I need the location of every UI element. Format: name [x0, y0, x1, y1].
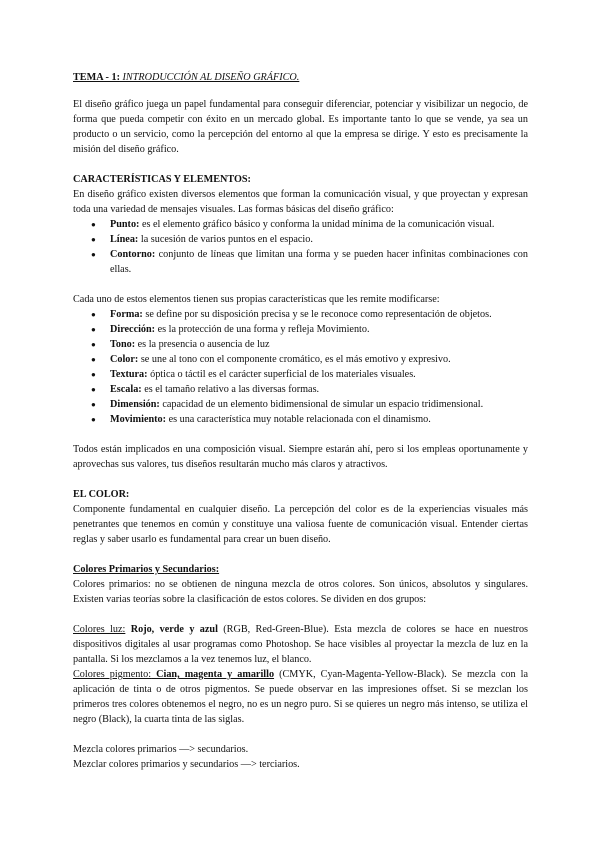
list-item-desc: la sucesión de varios puntos en el espacio.: [138, 234, 313, 245]
list-item-desc: es el tamaño relativo a las diversas formas.: [141, 384, 320, 395]
list-item-desc: se define por su disposición precisa y se le reconoce como representación de objetos.: [142, 309, 492, 320]
spacer: [73, 472, 528, 487]
list-item: [110, 217, 528, 232]
colores-luz-paragraph: [73, 622, 528, 667]
list-item: [110, 322, 528, 337]
mix-secondary-line: Mezcla colores primarios —> secundarios.: [73, 744, 249, 755]
list-item-term: Color:: [110, 354, 139, 365]
list-item-term: Escala:: [110, 384, 142, 395]
spacer: [73, 277, 528, 292]
list-item-term: Textura:: [110, 369, 148, 380]
spacer: [73, 157, 528, 172]
primary-secondary-text: Colores primarios: no se obtienen de ninguna mezcla de otros colores. Son únicos, absolutos y singulares. Existen varias teorías sobre la clasificación de estos colores. Se dividen en dos grupos:: [73, 579, 528, 605]
list-item-desc: conjunto de líneas que limitan una forma y se pueden hacer infinitas combinaciones con ellas.: [110, 249, 528, 275]
list-item: [110, 232, 528, 247]
list-item: [110, 307, 528, 322]
title-label: TEMA - 1:: [73, 72, 120, 83]
colores-pigmento-paragraph: [73, 667, 528, 727]
list-item: [110, 247, 528, 277]
list-item-term: Forma:: [110, 309, 143, 320]
colores-luz-label: Colores luz:: [73, 624, 126, 635]
spacer: [73, 727, 528, 742]
list-item-desc: es una característica muy notable relacionada con el dinamismo.: [166, 414, 431, 425]
primary-secondary-heading: Colores Primarios y Secundarios:: [73, 564, 220, 575]
colores-pigmento-bold: Cian, magenta y amarillo: [151, 669, 275, 680]
list-item-desc: óptica o táctil es el carácter superficial de los materiales visuales.: [147, 369, 416, 380]
intro-paragraph: El diseño gráfico juega un papel fundamental para conseguir diferenciar, potenciar y visibilizar un negocio, de forma que pueda competir con éxito en un mercado global. Es importante tanto lo que se vende, ya sea un producto o un servicio, como la percepción del entorno al que la empresa se dirige. Y esto es precisamente la misión del diseño gráfico.: [73, 99, 528, 155]
characteristics-intro: Cada uno de estos elementos tienen sus propias características que les remite modificarse:: [73, 294, 440, 305]
list-item-term: Línea:: [110, 234, 139, 245]
list-item: [110, 382, 528, 397]
mix-tertiary-line: Mezclar colores primarios y secundarios —> terciarios.: [73, 759, 300, 770]
section-color-heading: EL COLOR:: [73, 489, 130, 500]
list-item: [110, 397, 528, 412]
characteristics-closing: Todos están implicados en una composición visual. Siempre estarán ahí, pero si los empleas oportunamente y aprovechas sus valores, tus diseños resultarán mucho más claros y atractivos.: [73, 444, 528, 470]
colores-pigmento-text: (CMYK, Cyan-Magenta-Yellow-Black). Se mezcla con la aplicación de tinta o de otros pigmentos. Se puede observar en las impresiones offset. Si se mezclan los primeros tres colores obtenemos el negro, no es un negro puro. Si se quieres un negro más intenso, se utiliza el negro (Black), la cuarta tinta de las siglas.: [73, 669, 529, 725]
list-item: [110, 352, 528, 367]
list-item-term: Contorno:: [110, 249, 156, 260]
colores-luz-bold: Rojo, verde y azul: [125, 624, 218, 635]
spacer: [73, 607, 528, 622]
spacer: [73, 427, 528, 442]
section-characteristics-heading: CARACTERÍSTICAS Y ELEMENTOS:: [73, 174, 251, 185]
colores-pigmento-label: Colores pigmento:: [73, 669, 152, 680]
section-color-text: Componente fundamental en cualquier diseño. La percepción del color es de la experiencias visuales más penetrantes que tenemos en común y constituye una valiosa fuente de comunicación visual. Entender ciertas reglas y saber usarlo es fundamental para crear un buen diseño.: [73, 504, 528, 545]
list-item-desc: se une al tono con el componente cromático, es el más emotivo y expresivo.: [138, 354, 451, 365]
list-item-term: Tono:: [110, 339, 136, 350]
list-item: [110, 367, 528, 382]
colores-luz-text: (RGB, Red-Green-Blue). Esta mezcla de colores se hace en nuestros dispositivos digitales al usar programas como Photoshop. Se hace visibles al proyectar la mezcla de luz en la pantalla. Si los mezclamos a la vez tenemos luz, el blanco.: [73, 624, 529, 665]
list-item-term: Dimensión:: [110, 399, 160, 410]
list-item-term: Punto:: [110, 219, 140, 230]
spacer: [73, 547, 528, 562]
title-text: INTRODUCCIÓN AL DISEÑO GRÁFICO.: [119, 72, 300, 83]
list-item-term: Movimiento:: [110, 414, 167, 425]
list-item-desc: es el elemento gráfico básico y conforma la unidad mínima de la comunicación visual.: [139, 219, 495, 230]
document-title: [73, 70, 528, 85]
list-item-desc: es la protección de una forma y refleja Movimiento.: [155, 324, 370, 335]
list-item: [110, 337, 528, 352]
document-page: [73, 70, 528, 772]
basic-forms-list: [73, 217, 528, 277]
section-characteristics-text: En diseño gráfico existen diversos elementos que forman la comunicación visual, y que proyectan y expresan toda una variedad de mensajes visuales. Las formas básicas del diseño gráfico:: [73, 189, 528, 215]
list-item: [110, 412, 528, 427]
list-item-desc: es la presencia o ausencia de luz: [135, 339, 270, 350]
list-item-term: Dirección:: [110, 324, 156, 335]
characteristics-list: [73, 307, 528, 427]
list-item-desc: capacidad de un elemento bidimensional de simular un espacio tridimensional.: [159, 399, 484, 410]
